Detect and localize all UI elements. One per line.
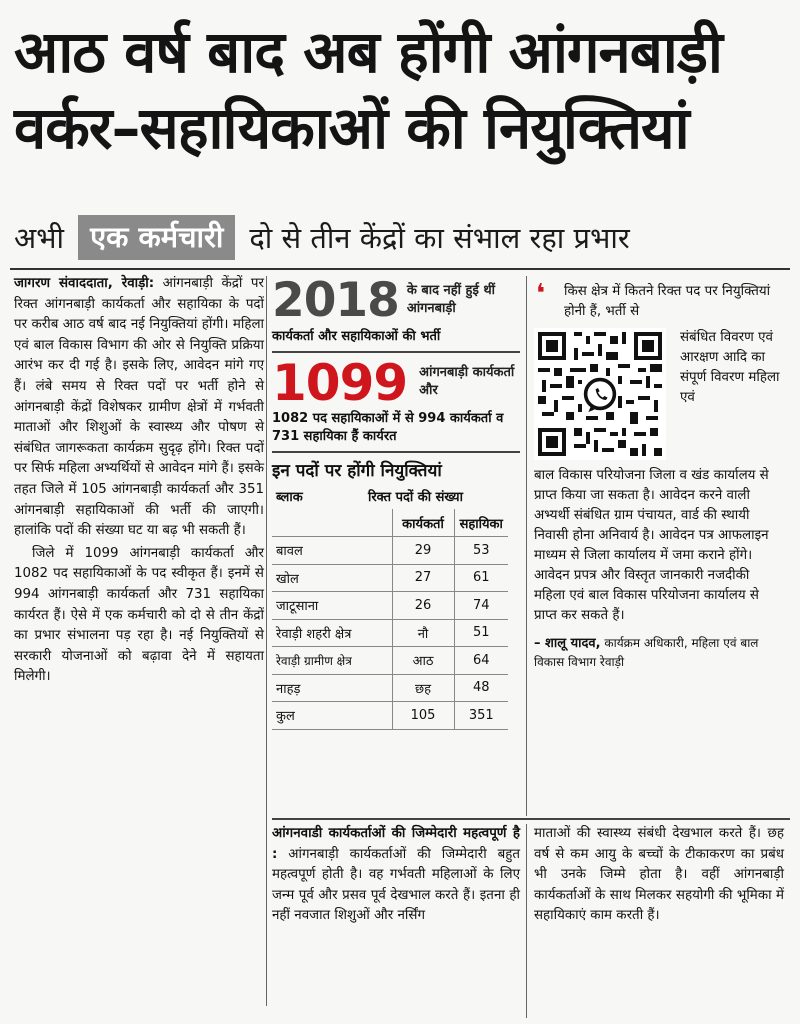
bottom-section-divider [272,818,790,820]
table-col-helper: सहायिका [454,509,508,537]
table-row [272,564,508,592]
table-col-worker: कार्यकर्ता [392,509,454,537]
cell-block: खोल [272,564,392,592]
table-row [272,674,508,702]
cell-worker: 26 [392,592,454,620]
subheadline [14,210,790,264]
table-col-vacant: रिक्त पदों की संख्या [368,490,463,505]
vacancy-table [272,509,508,730]
cell-worker: छह [392,674,454,702]
article-paragraph-2: जिले में 1099 आंगनबाड़ी कार्यकर्ता और 1082 पद सहायिकाओं के पद स्वीकृत हैं। इनमें से 994 आंगनबाड़ी कार्यकर्ता और 731 सहायिका कार्यरत हैं। ऐसे में एक कर्मचारी को दो से तीन केंद्रों का प्रभार संभालना पड़ रहा है। नई नियुक्तियों से सरकारी योजनाओं को बढ़ावा देने में सहायता मिलेगी। [14,545,264,685]
official-name: – शालू यादव, [534,636,601,651]
top-divider [10,268,790,270]
column-divider-3 [526,824,527,1018]
table-row [272,592,508,620]
cell-block: रेवाड़ी शहरी क्षेत्र [272,619,392,647]
cell-worker: 105 [392,702,454,730]
table-header [272,487,520,505]
official-statement: बाल विकास परियोजना जिला व खंड कार्यालय से प्राप्त किया जा सकता है। आवेदन करने वाली अभ्यर्थी संबंधित ग्राम पंचायत, वार्ड की स्थायी निवासी होना अनिवार्य है। आवेदन पत्र आफलाइन माध्यम से जिला कार्यालय में जमा कराने होंगे। आवेदन प्रपत्र और विस्तृत जानकारी नजदीकी महिला एवं बाल विकास परियोजना कार्यालय से प्राप्त कर सकते हैं। [534,468,769,623]
quote-attribution [534,634,784,671]
stat-count-number: 1099 [272,354,408,412]
cell-helper: 64 [454,647,508,675]
stat-year-number: 2018 [272,273,399,328]
cell-helper: 53 [454,537,508,565]
cell-worker: 27 [392,564,454,592]
cell-block: रेवाड़ी ग्रामीण क्षेत्र [272,647,392,675]
stats-divider [272,351,520,353]
dateline: जागरण संवाददाता, रेवाड़ी: [14,276,155,291]
table-row-total [272,702,508,730]
qr-row [534,328,784,460]
table-title: इन पदों पर होंगी नियुक्तियां [272,461,442,481]
stat-year [272,273,520,328]
qr-code-icon[interactable] [534,328,666,460]
responsibility-text-right: माताओं की स्वास्थ्य संबंधी देखभाल करते हैं। छह वर्ष से कम आयु के बच्चों के टीकाकरण का प्रबंध भी उनके जिम्मे होता है। वहीं आंगनबाड़ी कार्यकर्ताओं के साथ मिलकर सहयोगी की भूमिका में सहायिकाएं काम करती हैं। [534,826,784,923]
main-article-column [14,274,264,690]
column-divider-2 [526,276,527,816]
quote-mark-icon: ❛ [536,279,546,309]
stat-year-side: के बाद नहीं हुई थीं आंगनबाड़ी [406,283,496,316]
cell-worker: नौ [392,619,454,647]
cell-helper: 61 [454,564,508,592]
responsibility-body-left: आंगनबाड़ी कार्यकर्ताओं की जिम्मेदारी बहुत महत्वपूर्ण होती है। वह गर्भवती महिलाओं के लिए जन्म पूर्व और प्रसव पूर्व देखभाल करते हैं। इतना ही नहीं नवजात शिशुओं और नर्सिंग [272,846,520,923]
table-subheader-row [272,509,508,537]
headline-line-1: आठ वर्ष बाद अब होंगी आंगनबाड़ी [14,18,722,86]
stats-box [272,273,520,730]
stat-year-caption: कार्यकर्ता और सहायिकाओं की भर्ती [272,329,441,344]
official-quote-box [534,279,784,671]
subheadline-after: दो से तीन केंद्रों का संभाल रहा प्रभार [249,220,630,255]
cell-helper: 351 [454,702,508,730]
cell-block: कुल [272,702,392,730]
subheadline-before: अभी [14,220,65,255]
cell-helper: 74 [454,592,508,620]
quote-intro: किस क्षेत्र में कितने रिक्त पद पर नियुक्तियां होनी हैं, भर्ती से [564,284,771,319]
cell-block: नाहड़ [272,674,392,702]
stat-count-caption: 1082 पद सहायिकाओं में से 994 कार्यकर्ता व 731 सहायिका हैं कार्यरत [272,411,504,444]
qr-side-text: संबंधित विवरण एवं आरक्षण आदि का संपूर्ण विवरण महिला एवं [680,330,780,405]
stat-count [272,354,520,412]
cell-worker: आठ [392,647,454,675]
article-paragraph-1: आंगनबाड़ी केंद्रों पर रिक्त आंगनबाड़ी कार्यकर्ता और सहायिका के पदों पर करीब आठ वर्ष बाद नई नियुक्तियां होंगी। महिला एवं बाल विकास विभाग की ओर से नियुक्ति प्रक्रिया आरंभ कर दी गई है। इसके लिए, आवेदन मांगे गए हैं। लंबे समय से रिक्त पदों पर भर्ती होने से आंगनबाड़ी केंद्रों विशेषकर ग्रामीण क्षेत्रों में गर्भवती माताओं और शिशुओं के स्वास्थ्य और पोषण से संबंधित जागरूकता कार्यक्रम सुदृढ़ होंगे। रिक्त पदों पर सिर्फ महिला अभ्यर्थियों से आवेदन मांगे हैं। इसके तहत जिले में 105 आंगनबाड़ी कार्यकर्ता और 351 आंगनबाड़ी सहायिकाओं की भर्ती की जाएगी। हालांकि पदों की संख्या घट या बढ़ भी सकती हैं। [14,276,264,539]
headline [14,14,794,166]
cell-helper: 48 [454,674,508,702]
table-row [272,647,508,675]
official-role: कार्यक्रम अधिकारी, महिला एवं बाल विकास विभाग रेवाड़ी [534,636,759,669]
table-row [272,537,508,565]
cell-block: जाटूसाना [272,592,392,620]
table-divider [272,451,520,453]
responsibility-lead: आंगनवाडी कार्यकर्ताओं की जिम्मेदारी महत्वपूर्ण है : [272,826,520,862]
table-col-block: ब्लाक [276,490,303,505]
column-divider-1 [266,276,267,1006]
stat-count-side: आंगनबाड़ी कार्यकर्ता और [419,365,515,398]
responsibility-text-left [272,824,520,927]
cell-block: बावल [272,537,392,565]
table-row [272,619,508,647]
headline-line-2: वर्कर–सहायिकाओं की नियुक्तियां [14,94,689,162]
subheadline-highlight: एक कर्मचारी [78,215,235,260]
cell-helper: 51 [454,619,508,647]
cell-worker: 29 [392,537,454,565]
